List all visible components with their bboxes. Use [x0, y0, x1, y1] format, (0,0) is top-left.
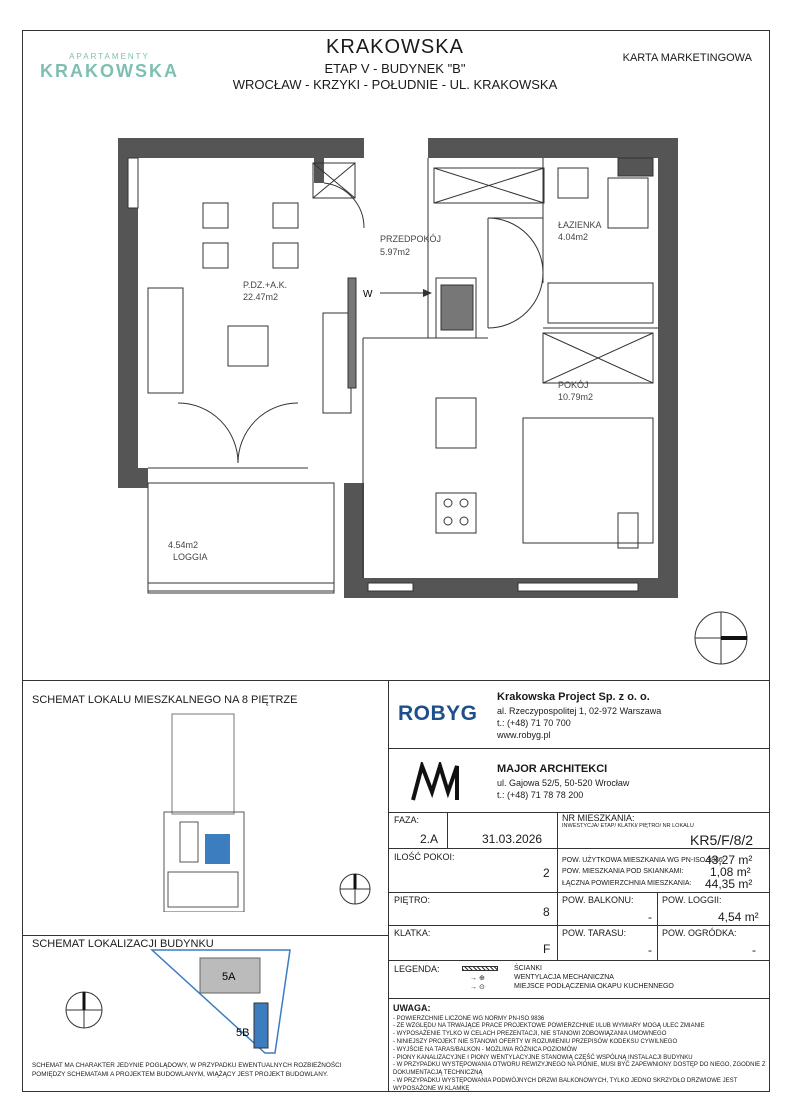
staircase-label: KLATKA:: [394, 928, 431, 938]
balcony-value: -: [648, 910, 652, 924]
note-item: - W PRZYPADKU WYSTĘPOWANIA OTWORU REWIZYJNEGO NA PIONIE, MUSI BYĆ ZAPEWNIONY DOSTĘP DO NIEGO, ZGODNIE Z DOKUMENTACJĄ TECHNICZNĄ: [393, 1062, 766, 1077]
room-label-bathroom: ŁAZIENKA: [558, 220, 602, 230]
rooms-label: ILOŚĆ POKOI:: [394, 852, 455, 862]
divider: [557, 892, 558, 960]
building-label-5a: 5A: [222, 971, 236, 983]
plan-walls: [118, 138, 678, 598]
area-slope-label: POW. MIESZKANIA POD SKIANKAMI:: [562, 868, 684, 875]
building-scheme: [150, 948, 300, 1056]
note-item: - NINIEJSZY PROJEKT NIE STANOWI OFERTY W ROZUMIENIU PRZEPISÓW KODEKSU CYWILNEGO: [393, 1039, 678, 1046]
section-divider: [22, 680, 770, 681]
room-label-living: P.DZ.+A.K.: [243, 280, 288, 290]
area-slope-value: 1,08 m²: [710, 865, 751, 879]
area-total-value: 44,35 m²: [705, 877, 753, 891]
divider: [557, 812, 558, 892]
divider: [22, 935, 388, 936]
divider: [388, 848, 770, 849]
architect-phone: t.: (+48) 71 78 78 200: [497, 789, 584, 800]
building-scheme-title: SCHEMAT LOKALIZACJI BUDYNKU: [32, 938, 214, 950]
floor-label: PIĘTRO:: [394, 895, 431, 905]
legend-item-ventilation: WENTYLACJA MECHANICZNA: [514, 974, 614, 981]
area-total-label: ŁĄCZNA POWIERZCHNIA MIESZKANIA:: [562, 880, 692, 887]
divider: [657, 892, 658, 960]
developer-phone: t.: (+48) 71 70 700: [497, 717, 571, 728]
logo-top-text: APARTAMENTY: [69, 52, 150, 61]
developer-web[interactable]: www.robyg.pl: [497, 730, 551, 741]
area-usable-value: 43,27 m²: [705, 853, 753, 867]
floor-scheme-title: SCHEMAT LOKALU MIESZKALNEGO NA 8 PIĘTRZE: [32, 694, 298, 706]
developer-info: [497, 690, 661, 741]
major-architekci-logo: [410, 762, 462, 802]
vent-icon: → ⊕: [470, 975, 485, 982]
nr-value: KR5/F/8/2: [690, 832, 754, 848]
note-item: - WYPOSAŻENIE TYLKO W CELACH PREZENTACJI, NIE STANOWI ZOBOWIĄZANIA UMOWNEGO: [393, 1031, 667, 1038]
hood-icon: → ⊙: [470, 984, 485, 991]
floor-value: 8: [543, 905, 550, 919]
location-line: WROCŁAW - KRZYKI - POŁUDNIE - UL. KRAKOWSKA: [232, 77, 558, 92]
page-title: KRAKOWSKA: [326, 36, 464, 58]
faza-label: FAZA:: [394, 815, 420, 825]
nr-label: NR MIESZKANIA:: [562, 813, 635, 823]
notes: [393, 1003, 768, 1094]
area-usable-label: POW. UŻYTKOWA MIESZKANIA WG PN-ISO 9836:: [562, 857, 725, 864]
loggia-label: POW. LOGGII:: [662, 895, 722, 905]
note-item: - POWIERZCHNIE LICZONE WG NORMY PN-ISO 9836: [393, 1015, 545, 1022]
architect-name: MAJOR ARCHITEKCI: [497, 763, 608, 775]
balcony-label: POW. BALKONU:: [562, 895, 634, 905]
note-item: - PIONY KANALIZACYJNE I PIONY WENTYLACYJNE STANOWIĄ CZĘŚĆ WSPÓLNĄ INSTALACJI BUDYNKU: [393, 1054, 693, 1061]
garden-value: -: [752, 943, 756, 957]
north-arrow-icon: [64, 990, 104, 1030]
divider: [388, 748, 770, 749]
rooms-value: 2: [543, 866, 550, 880]
room-label-bedroom: POKÓJ: [558, 380, 589, 390]
wall-hatch-icon: [462, 966, 498, 971]
page-header: [200, 36, 590, 92]
north-arrow-icon: [338, 872, 372, 906]
room-area-bathroom: 4.04m2: [558, 232, 589, 242]
divider: [447, 812, 448, 848]
staircase-value: F: [543, 942, 551, 956]
developer-address: al. Rzeczypospolitej 1, 02-972 Warszawa: [497, 705, 662, 716]
divider: [388, 925, 770, 926]
faza-value: 2.A: [420, 832, 439, 846]
robyg-logo: ROBYG: [398, 702, 478, 725]
divider: [388, 998, 770, 999]
logo-main-text: KRAKOWSKA: [40, 61, 179, 81]
scheme-footnote: SCHEMAT MA CHARAKTER JEDYNIE POGLĄDOWY, W PRZYPADKU EWENTUALNYCH ROZBIEŻNOŚCI POMIĘDZY SCHEMATAMI A PROJEKTEM BUDOWLANYM, WIĄŻĄCY JEST PROJEKT BUDOWLANY.: [32, 1062, 342, 1078]
room-area-living: 22.47m2: [243, 292, 279, 302]
card-type: KARTA MARKETINGOWA: [622, 52, 752, 64]
column-divider: [388, 680, 389, 1092]
divider: [388, 960, 770, 961]
architect-info: [497, 762, 629, 801]
room-label-hall: PRZEDPOKÓJ: [380, 234, 442, 244]
floor-scheme: [160, 712, 250, 912]
room-area-bedroom: 10.79m2: [558, 392, 594, 402]
entrance-label: W: [363, 289, 373, 300]
note-item: - W PRZYPADKU WYSTĘPOWANIA PODWÓJNYCH DRZWI BALKONOWYCH, TYLKO JEDNO SKRZYDŁO DRZWIOWE JEST WYPOSAŻONE W KLAMKĘ: [393, 1078, 738, 1092]
floor-plan: [118, 138, 678, 598]
architect-address: ul. Gajowa 52/5, 50-520 Wrocław: [497, 777, 630, 788]
krakowska-logo: [40, 52, 179, 82]
note-item: - ZE WZGLĘDU NA TRWAJĄCE PRACE PROJEKTOWE POWIERZCHNIE I/LUB WYMIARY MOGĄ ULEC ZMIANIE: [393, 1023, 705, 1030]
note-item: - WYJŚCIE NA TARAS/BALKON - MOŻLIWA RÓŻNICA POZIOMÓW: [393, 1046, 577, 1053]
legend-title: LEGENDA:: [394, 964, 440, 974]
room-label-loggia: LOGGIA: [173, 552, 208, 562]
page-subtitle: ETAP V - BUDYNEK "B": [324, 61, 466, 76]
divider: [388, 892, 770, 893]
nr-sublabel: INWESTYCJA/ ETAP/ KLATKI/ PIĘTRO/ NR LOKALU: [562, 823, 694, 829]
north-arrow-icon: [693, 610, 749, 666]
legend-item-hood: MIEJSCE PODŁĄCZENIA OKAPU KUCHENNEGO: [514, 983, 674, 990]
developer-name: Krakowska Project Sp. z o. o.: [497, 691, 650, 703]
room-area-hall: 5.97m2: [380, 247, 411, 257]
legend-item-walls: ŚCIANKI: [514, 965, 543, 972]
terrace-value: -: [648, 943, 652, 957]
date-value: 31.03.2026: [482, 832, 543, 846]
loggia-value: 4,54 m²: [718, 910, 759, 924]
garden-label: POW. OGRÓDKA:: [662, 928, 737, 938]
room-area-loggia: 4.54m2: [168, 540, 199, 550]
building-label-5b: 5B: [236, 1027, 250, 1039]
notes-title: UWAGA:: [393, 1003, 431, 1013]
terrace-label: POW. TARASU:: [562, 928, 627, 938]
